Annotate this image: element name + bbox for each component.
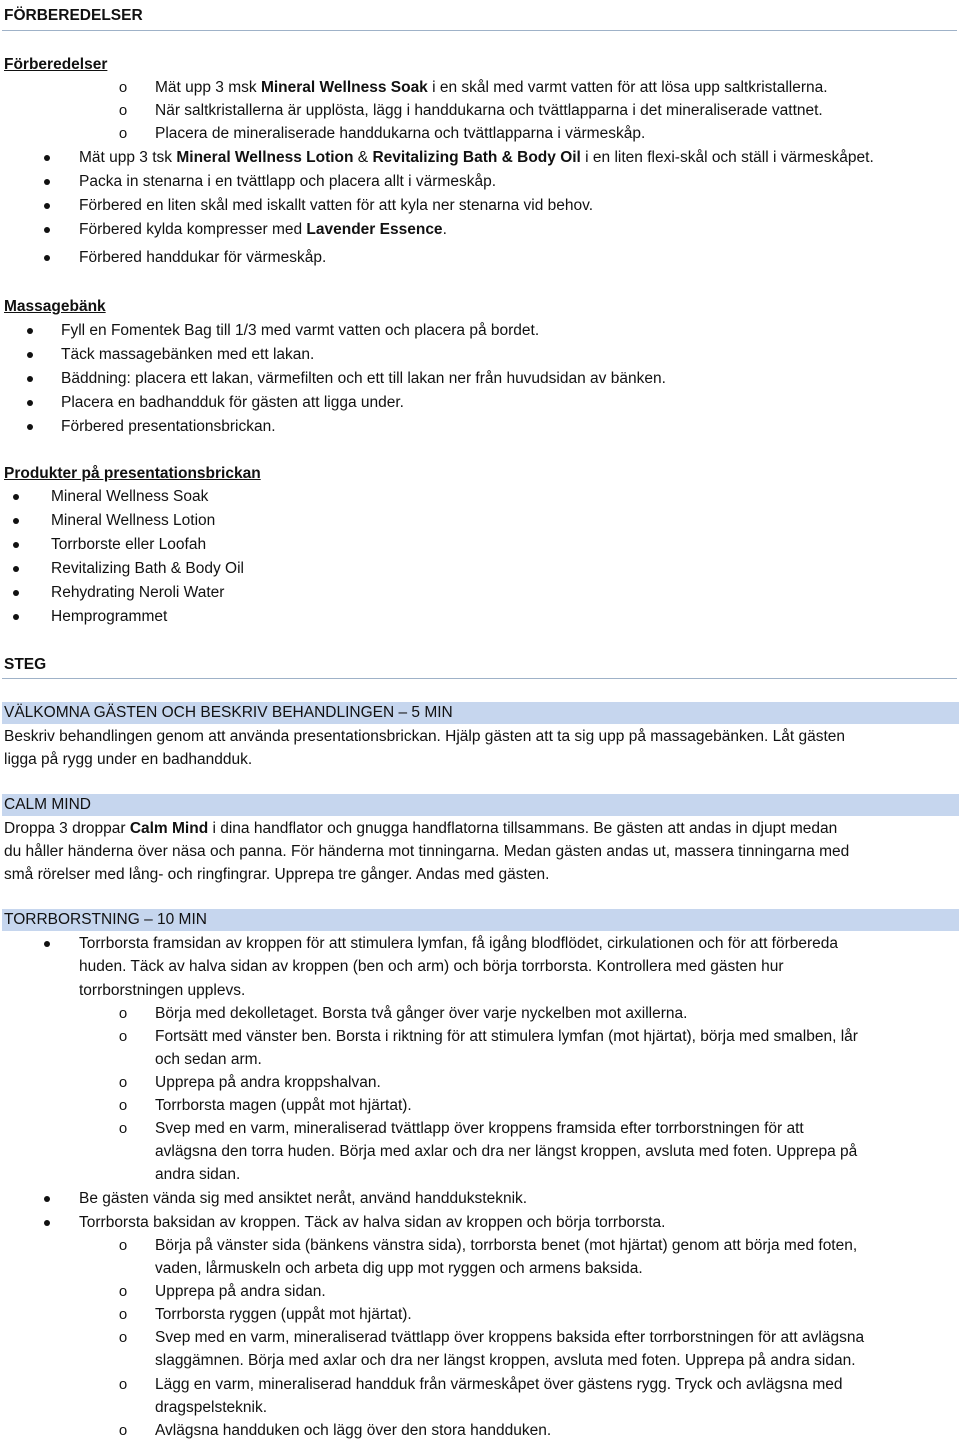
bullet-icon [27,328,33,334]
prep-item: Förbered en liten skål med iskallt vatten för att kyla ner stenarna vid behov. [79,197,594,214]
dry-subitem: Avlägsna handduken och lägg över den stora handduken. [155,1422,552,1439]
bullet-icon [44,255,50,261]
dry-subitem: Fortsätt med vänster ben. Borsta i riktning för att stimulera lymfan (mot hjärtat), börja med smalben, lår [155,1028,858,1045]
circle-bullet-icon: o [118,1074,128,1091]
product-item: Mineral Wellness Soak [51,488,209,505]
bullet-icon [13,542,19,548]
circle-bullet-icon: o [118,1237,128,1254]
circle-bullet-icon: o [118,79,128,96]
dry-item-continuation: huden. Täck av halva sidan av kroppen (ben och arm) och börja torrborsta. Kontrollera med gästen hur [79,958,784,975]
product-item: Rehydrating Neroli Water [51,584,225,601]
bullet-icon [27,376,33,382]
product-item: Revitalizing Bath & Body Oil [51,560,244,577]
dry-subitem: Lägg en varm, mineraliserad handduk från värmeskåpet över gästens rygg. Tryck och avlägsna med [155,1376,843,1393]
bench-item: Bäddning: placera ett lakan, värmefilten och ett till lakan ner från huvudsidan av bänken. [61,370,666,387]
products-heading: Produkter på presentationsbrickan [4,465,261,482]
prep-item: Förbered kylda kompresser med Lavender Essence. [79,221,447,238]
dry-subitem: Torrborsta magen (uppåt mot hjärtat). [155,1097,412,1114]
bench-item: Placera en badhandduk för gästen att ligga under. [61,394,404,411]
product-item: Mineral Wellness Lotion [51,512,216,529]
circle-bullet-icon: o [118,1329,128,1346]
steps-rule [2,678,957,679]
bullet-icon [44,1196,50,1202]
welcome-text-line: ligga på rygg under en badhandduk. [4,751,253,768]
dry-subitem: Börja på vänster sida (bänkens vänstra sida), torrborsta benet (mot hjärtat) genom att börja med foten, [155,1237,858,1254]
prep-item: Mät upp 3 tsk Mineral Wellness Lotion & Revitalizing Bath & Body Oil i en liten flexi-skål och ställ i värmeskåpet. [79,149,874,166]
steps-heading: STEG [4,656,47,673]
circle-bullet-icon: o [118,1306,128,1323]
dry-subitem: Upprepa på andra sidan. [155,1283,326,1300]
circle-bullet-icon: o [118,102,128,119]
prep-heading: Förberedelser [4,56,108,73]
dry-item-continuation: torrborstningen upplevs. [79,982,246,999]
bullet-icon [13,614,19,620]
circle-bullet-icon: o [118,1005,128,1022]
calm-text-line: du håller händerna över näsa och panna. För händerna mot tinningarna. Medan gästen andas ut, massera tinningarna med [4,843,850,860]
bullet-icon [27,352,33,358]
bullet-icon [44,155,50,161]
dry-subitem-continuation: andra sidan. [155,1166,241,1183]
circle-bullet-icon: o [118,1422,128,1439]
circle-bullet-icon: o [118,1376,128,1393]
bench-heading: Massagebänk [4,298,106,315]
prep-item: Packa in stenarna i en tvättlapp och placera allt i värmeskåp. [79,173,497,190]
bullet-icon [13,494,19,500]
welcome-section-title: VÄLKOMNA GÄSTEN OCH BESKRIV BEHANDLINGEN – 5 MIN [4,704,453,721]
bullet-icon [27,424,33,430]
circle-bullet-icon: o [118,125,128,142]
product-item: Hemprogrammet [51,608,168,625]
bullet-icon [44,179,50,185]
calm-text-line: små rörelser med lång- och ringfingrar. Upprepa tre gånger. Andas med gästen. [4,866,550,883]
dry-subitem-continuation: avlägsna den torra huden. Börja med axlar och dra ner längst kroppen, avsluta med foten. Upprepa på [155,1143,858,1160]
prep-subitem: Mät upp 3 msk Mineral Wellness Soak i en skål med varmt vatten för att lösa upp saltkristallerna. [155,79,828,96]
bullet-icon [13,518,19,524]
welcome-text-line: Beskriv behandlingen genom att använda presentationsbrickan. Hjälp gästen att ta sig upp på massagebänken. Låt gästen [4,728,846,745]
circle-bullet-icon: o [118,1028,128,1045]
bench-item: Fyll en Fomentek Bag till 1/3 med varmt vatten och placera på bordet. [61,322,540,339]
bullet-icon [44,941,50,947]
calm-section-bar [2,794,959,816]
bullet-icon [13,566,19,572]
dry-subitem-continuation: slaggämnen. Börja med axlar och dra ner längst kroppen, avsluta med foten. Upprepa på andra sidan. [155,1352,856,1369]
dry-subitem: Svep med en varm, mineraliserad tvättlapp över kroppens framsida efter torrborstningen för att [155,1120,804,1137]
dry-item: Torrborsta baksidan av kroppen. Täck av halva sidan av kroppen och börja torrborsta. [79,1214,666,1231]
dry-item: Be gästen vända sig med ansiktet neråt, använd handduksteknik. [79,1190,528,1207]
prep-item: Förbered handdukar för värmeskåp. [79,249,327,266]
circle-bullet-icon: o [118,1120,128,1137]
circle-bullet-icon: o [118,1097,128,1114]
bench-item: Täck massagebänken med ett lakan. [61,346,315,363]
calm-text-line: Droppa 3 droppar Calm Mind i dina handflator och gnugga handflatorna tillsammans. Be gästen att andas in djupt medan [4,820,838,837]
prep-subitem: Placera de mineraliserade handdukarna och tvättlapparna i värmeskåp. [155,125,646,142]
bullet-icon [44,227,50,233]
prep-subitem: När saltkristallerna är upplösta, lägg i handdukarna och tvättlapparna i det mineraliserade vattnet. [155,102,823,119]
bench-item: Förbered presentationsbrickan. [61,418,276,435]
dry-section-bar [2,909,959,931]
dry-subitem: Svep med en varm, mineraliserad tvättlapp över kroppens baksida efter torrborstningen för att avlägsna [155,1329,865,1346]
bullet-icon [44,1220,50,1226]
dry-section-title: TORRBORSTNING – 10 MIN [4,911,207,928]
circle-bullet-icon: o [118,1283,128,1300]
bullet-icon [44,203,50,209]
bullet-icon [13,590,19,596]
dry-subitem: Börja med dekolletaget. Borsta två gånger över varje nyckelben mot axillerna. [155,1005,688,1022]
dry-subitem-continuation: vaden, lårmuskeln och arbeta dig upp mot ryggen och armens baksida. [155,1260,643,1277]
product-item: Torrborste eller Loofah [51,536,207,553]
dry-subitem-continuation: och sedan arm. [155,1051,262,1068]
page-title: FÖRBEREDELSER [4,7,143,24]
dry-subitem: Upprepa på andra kroppshalvan. [155,1074,381,1091]
welcome-section-bar [2,702,959,724]
dry-subitem: Torrborsta ryggen (uppåt mot hjärtat). [155,1306,412,1323]
dry-subitem-continuation: dragspelsteknik. [155,1399,268,1416]
title-rule [2,30,957,31]
dry-item: Torrborsta framsidan av kroppen för att stimulera lymfan, få igång blodflödet, cirkulationen och för att förbereda [79,935,839,952]
bullet-icon [27,400,33,406]
calm-section-title: CALM MIND [4,796,91,813]
